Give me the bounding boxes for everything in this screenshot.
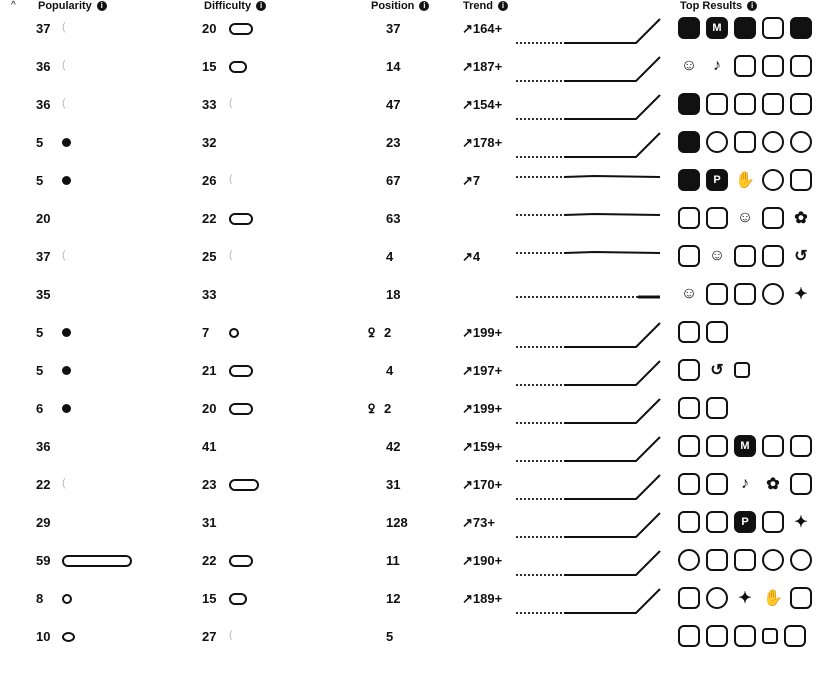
difficulty-value: 31 xyxy=(202,515,217,530)
table-row[interactable] xyxy=(0,241,828,279)
table-row[interactable] xyxy=(0,355,828,393)
top-results-icons xyxy=(678,131,812,153)
trend-sparkline xyxy=(514,581,664,619)
top-results-icons xyxy=(678,587,812,609)
app-icon[interactable] xyxy=(678,207,700,229)
popularity-value: 20 xyxy=(36,211,51,226)
app-icon[interactable]: ↺ xyxy=(790,245,812,267)
app-icon[interactable] xyxy=(706,131,728,153)
popularity-value: 36 xyxy=(36,97,51,112)
app-icon[interactable] xyxy=(762,131,784,153)
app-icon[interactable] xyxy=(762,283,784,305)
difficulty-value: 20 xyxy=(202,401,217,416)
app-icon[interactable] xyxy=(790,549,812,571)
app-icon[interactable] xyxy=(734,549,756,571)
sparkline-solid-segment xyxy=(564,399,660,423)
app-icon[interactable]: ↺ xyxy=(706,359,728,381)
trend-sparkline xyxy=(514,163,664,201)
position-value: 2 xyxy=(384,325,392,340)
app-icon[interactable] xyxy=(734,93,756,115)
top-results-icons xyxy=(678,435,812,457)
trend-sparkline xyxy=(514,467,664,505)
ribbon-icon: ꝿ xyxy=(368,402,376,416)
sort-caret-icon[interactable]: ^ xyxy=(11,0,16,11)
app-icon[interactable] xyxy=(706,473,728,495)
popularity-value: 22 xyxy=(36,477,51,492)
popularity-value: 5 xyxy=(36,173,44,188)
popularity-value: 8 xyxy=(36,591,44,606)
app-icon[interactable] xyxy=(678,93,700,115)
app-icon[interactable] xyxy=(762,435,784,457)
info-icon[interactable]: i xyxy=(498,1,508,11)
app-icon[interactable] xyxy=(678,435,700,457)
app-icon[interactable]: ♪ xyxy=(734,473,756,495)
difficulty-bar-indicator xyxy=(229,555,253,567)
trend-sparkline xyxy=(514,543,664,581)
top-results-icons xyxy=(678,17,812,39)
difficulty-value: 22 xyxy=(202,211,217,226)
trend-sparkline xyxy=(514,49,664,87)
difficulty-value: 27 xyxy=(202,629,217,644)
app-icon[interactable] xyxy=(762,511,784,533)
app-icon[interactable] xyxy=(790,17,812,39)
position-value: 14 xyxy=(386,59,401,74)
difficulty-faint-indicator: ( xyxy=(229,249,233,261)
app-icon[interactable] xyxy=(762,93,784,115)
top-results-icons xyxy=(678,473,812,495)
app-icon[interactable] xyxy=(678,245,700,267)
difficulty-value: 33 xyxy=(202,287,217,302)
sparkline-solid-segment xyxy=(564,361,660,385)
app-icon[interactable] xyxy=(790,473,812,495)
table-row[interactable] xyxy=(0,165,828,203)
info-icon[interactable]: i xyxy=(97,1,107,11)
app-icon[interactable] xyxy=(762,628,778,644)
position-value: 2 xyxy=(384,401,392,416)
app-icon[interactable] xyxy=(706,587,728,609)
popularity-dot-indicator xyxy=(62,404,71,413)
popularity-value: 10 xyxy=(36,629,51,644)
table-row[interactable] xyxy=(0,317,828,355)
trend-sparkline xyxy=(514,87,664,125)
trend-sparkline xyxy=(514,391,664,429)
app-icon[interactable] xyxy=(790,435,812,457)
difficulty-value: 21 xyxy=(202,363,217,378)
sparkline-solid-segment xyxy=(564,252,660,253)
app-icon[interactable] xyxy=(706,397,728,419)
popularity-dot-indicator xyxy=(62,176,71,185)
app-icon[interactable] xyxy=(734,283,756,305)
popularity-faint-indicator: ( xyxy=(62,249,66,261)
difficulty-bar-indicator xyxy=(229,61,247,73)
trend-sparkline xyxy=(514,353,664,391)
app-icon[interactable] xyxy=(678,473,700,495)
popularity-value: 36 xyxy=(36,59,51,74)
app-icon[interactable] xyxy=(784,625,806,647)
app-icon[interactable] xyxy=(762,55,784,77)
position-value: 47 xyxy=(386,97,401,112)
info-icon[interactable]: i xyxy=(419,1,429,11)
header-difficulty-label: Difficulty xyxy=(204,0,252,12)
header-popularity[interactable] xyxy=(38,0,107,12)
difficulty-value: 32 xyxy=(202,135,217,150)
app-icon[interactable]: P xyxy=(706,169,728,191)
difficulty-value: 25 xyxy=(202,249,217,264)
position-value: 4 xyxy=(386,249,394,264)
app-icon[interactable] xyxy=(706,93,728,115)
app-icon[interactable] xyxy=(790,93,812,115)
trend-value: ↗187+ xyxy=(462,59,503,74)
app-icon[interactable]: M xyxy=(706,17,728,39)
position-value: 31 xyxy=(386,477,401,492)
difficulty-value: 7 xyxy=(202,325,210,340)
position-value: 12 xyxy=(386,591,401,606)
trend-value: ↗170+ xyxy=(462,477,503,492)
trend-sparkline xyxy=(514,505,664,543)
position-value: 4 xyxy=(386,363,394,378)
trend-sparkline xyxy=(514,239,664,277)
app-icon[interactable] xyxy=(762,549,784,571)
app-icon[interactable] xyxy=(734,55,756,77)
app-icon[interactable] xyxy=(734,245,756,267)
position-value: 18 xyxy=(386,287,401,302)
table-row[interactable] xyxy=(0,393,828,431)
sparkline-solid-segment xyxy=(564,57,660,81)
difficulty-ring-indicator xyxy=(229,328,239,338)
trend-value: ↗164+ xyxy=(462,21,503,36)
trend-sparkline xyxy=(514,315,664,353)
difficulty-value: 26 xyxy=(202,173,217,188)
difficulty-bar-indicator xyxy=(229,23,253,35)
sparkline-solid-segment xyxy=(564,133,660,157)
app-icon[interactable] xyxy=(706,321,728,343)
popularity-value: 37 xyxy=(36,21,51,36)
sparkline-solid-segment xyxy=(564,214,660,215)
sparkline-solid-segment xyxy=(564,323,660,347)
difficulty-bar-indicator xyxy=(229,403,253,415)
table-row[interactable] xyxy=(0,203,828,241)
app-icon[interactable] xyxy=(762,207,784,229)
app-icon[interactable] xyxy=(762,245,784,267)
app-icon[interactable] xyxy=(734,625,756,647)
app-icon[interactable]: ☺ xyxy=(734,207,756,229)
app-icon[interactable] xyxy=(706,511,728,533)
top-results-icons xyxy=(678,93,812,115)
app-icon[interactable]: ✿ xyxy=(762,473,784,495)
table-row[interactable] xyxy=(0,13,828,51)
app-icon[interactable]: ☺ xyxy=(678,55,700,77)
table-row[interactable] xyxy=(0,431,828,469)
position-value: 5 xyxy=(386,629,394,644)
trend-value: ↗190+ xyxy=(462,553,503,568)
table-row[interactable] xyxy=(0,89,828,127)
popularity-ring-indicator xyxy=(62,632,75,642)
app-icon[interactable] xyxy=(790,55,812,77)
app-icon[interactable] xyxy=(678,549,700,571)
table-row[interactable] xyxy=(0,279,828,317)
header-top-results[interactable] xyxy=(680,0,757,12)
table-row[interactable] xyxy=(0,545,828,583)
top-results-icons xyxy=(678,397,728,419)
app-icon[interactable] xyxy=(678,397,700,419)
header-popularity-label: Popularity xyxy=(38,0,92,12)
popularity-dot-indicator xyxy=(62,138,71,147)
top-results-icons xyxy=(678,169,812,191)
popularity-value: 59 xyxy=(36,553,51,568)
app-icon[interactable] xyxy=(706,549,728,571)
top-results-icons xyxy=(678,549,812,571)
app-icon[interactable] xyxy=(706,625,728,647)
sparkline-solid-segment xyxy=(564,19,660,43)
app-icon[interactable]: P xyxy=(734,511,756,533)
position-value: 67 xyxy=(386,173,401,188)
trend-sparkline xyxy=(514,201,664,239)
header-trend-label: Trend xyxy=(463,0,493,12)
top-results-icons xyxy=(678,321,728,343)
app-icon[interactable] xyxy=(678,359,700,381)
app-icon[interactable]: ✿ xyxy=(790,207,812,229)
sparkline-solid-segment xyxy=(564,95,660,119)
app-icon[interactable] xyxy=(678,17,700,39)
table-row[interactable] xyxy=(0,621,828,659)
position-value: 128 xyxy=(386,515,408,530)
popularity-bar-indicator xyxy=(62,555,132,567)
position-value: 37 xyxy=(386,21,401,36)
table-row[interactable] xyxy=(0,507,828,545)
difficulty-bar-indicator xyxy=(229,479,259,491)
table-row[interactable] xyxy=(0,51,828,89)
app-icon[interactable] xyxy=(678,131,700,153)
difficulty-value: 22 xyxy=(202,553,217,568)
app-icon[interactable]: ✦ xyxy=(790,283,812,305)
app-icon[interactable]: ✦ xyxy=(734,587,756,609)
sparkline-solid-segment xyxy=(564,176,660,177)
top-results-icons xyxy=(678,283,812,305)
difficulty-value: 15 xyxy=(202,591,217,606)
popularity-value: 6 xyxy=(36,401,44,416)
sparkline-solid-segment xyxy=(564,551,660,575)
app-icon[interactable]: M xyxy=(734,435,756,457)
app-icon[interactable] xyxy=(790,169,812,191)
popularity-value: 37 xyxy=(36,249,51,264)
trend-sparkline xyxy=(514,125,664,163)
difficulty-value: 41 xyxy=(202,439,217,454)
trend-value: ↗199+ xyxy=(462,325,503,340)
info-icon[interactable]: i xyxy=(256,1,266,11)
app-icon[interactable] xyxy=(734,17,756,39)
app-icon[interactable] xyxy=(762,17,784,39)
header-top-results-label: Top Results xyxy=(680,0,743,12)
app-icon[interactable] xyxy=(678,321,700,343)
difficulty-faint-indicator: ( xyxy=(229,629,233,641)
app-icon[interactable]: ✋ xyxy=(762,587,784,609)
app-icon[interactable]: ☺ xyxy=(678,283,700,305)
app-icon[interactable] xyxy=(790,131,812,153)
trend-value: ↗4 xyxy=(462,249,481,264)
app-icon[interactable] xyxy=(706,283,728,305)
trend-value: ↗7 xyxy=(462,173,481,188)
popularity-faint-indicator: ( xyxy=(62,59,66,71)
position-value: 23 xyxy=(386,135,401,150)
app-icon[interactable] xyxy=(734,362,750,378)
difficulty-bar-indicator xyxy=(229,365,253,377)
app-icon[interactable] xyxy=(678,625,700,647)
sparkline-solid-segment xyxy=(564,513,660,537)
sparkline-solid-segment xyxy=(564,437,660,461)
difficulty-bar-indicator xyxy=(229,213,253,225)
table-row[interactable] xyxy=(0,583,828,621)
difficulty-value: 15 xyxy=(202,59,217,74)
top-results-icons xyxy=(678,55,812,77)
app-icon[interactable]: ✋ xyxy=(734,169,756,191)
trend-sparkline xyxy=(514,277,664,315)
app-icon[interactable]: ✦ xyxy=(790,511,812,533)
top-results-icons xyxy=(678,625,806,647)
trend-value: ↗189+ xyxy=(462,591,503,606)
top-results-icons xyxy=(678,207,812,229)
difficulty-faint-indicator: ( xyxy=(229,173,233,185)
popularity-faint-indicator: ( xyxy=(62,97,66,109)
sparkline-solid-segment xyxy=(564,589,660,613)
top-results-icons xyxy=(678,511,812,533)
difficulty-value: 20 xyxy=(202,21,217,36)
trend-sparkline xyxy=(514,11,664,49)
trend-value: ↗178+ xyxy=(462,135,503,150)
app-icon[interactable] xyxy=(678,169,700,191)
app-icon[interactable] xyxy=(790,587,812,609)
header-trend[interactable] xyxy=(463,0,508,12)
trend-value: ↗159+ xyxy=(462,439,503,454)
trend-value: ↗154+ xyxy=(462,97,503,112)
ribbon-icon: ꝿ xyxy=(368,326,376,340)
trend-value: ↗73+ xyxy=(462,515,495,530)
position-value: 42 xyxy=(386,439,401,454)
position-value: 11 xyxy=(386,553,400,568)
difficulty-value: 23 xyxy=(202,477,217,492)
app-icon[interactable] xyxy=(762,169,784,191)
header-difficulty[interactable] xyxy=(204,0,266,12)
popularity-value: 36 xyxy=(36,439,51,454)
difficulty-bar-indicator xyxy=(229,593,247,605)
top-results-icons xyxy=(678,245,812,267)
popularity-dot-indicator xyxy=(62,366,71,375)
app-icon[interactable] xyxy=(706,207,728,229)
sparkline-solid-segment xyxy=(564,475,660,499)
app-icon[interactable] xyxy=(678,511,700,533)
difficulty-faint-indicator: ( xyxy=(229,97,233,109)
table-row[interactable] xyxy=(0,127,828,165)
table-row[interactable] xyxy=(0,469,828,507)
trend-value: ↗197+ xyxy=(462,363,503,378)
difficulty-value: 33 xyxy=(202,97,217,112)
popularity-value: 5 xyxy=(36,135,44,150)
popularity-value: 29 xyxy=(36,515,51,530)
popularity-value: 35 xyxy=(36,287,51,302)
app-icon[interactable]: ☺ xyxy=(706,245,728,267)
trend-value: ↗199+ xyxy=(462,401,503,416)
popularity-value: 5 xyxy=(36,325,44,340)
popularity-value: 5 xyxy=(36,363,44,378)
app-icon[interactable] xyxy=(706,435,728,457)
app-icon[interactable]: ♪ xyxy=(706,55,728,77)
popularity-dot-indicator xyxy=(62,328,71,337)
top-results-icons xyxy=(678,359,750,381)
header-position-label: Position xyxy=(371,0,415,12)
popularity-faint-indicator: ( xyxy=(62,477,66,489)
app-icon[interactable] xyxy=(734,131,756,153)
header-position[interactable] xyxy=(371,0,429,12)
trend-sparkline xyxy=(514,429,664,467)
app-icon[interactable] xyxy=(678,587,700,609)
info-icon[interactable]: i xyxy=(747,1,757,11)
popularity-ring-indicator xyxy=(62,594,72,604)
popularity-faint-indicator: ( xyxy=(62,21,66,33)
position-value: 63 xyxy=(386,211,401,226)
